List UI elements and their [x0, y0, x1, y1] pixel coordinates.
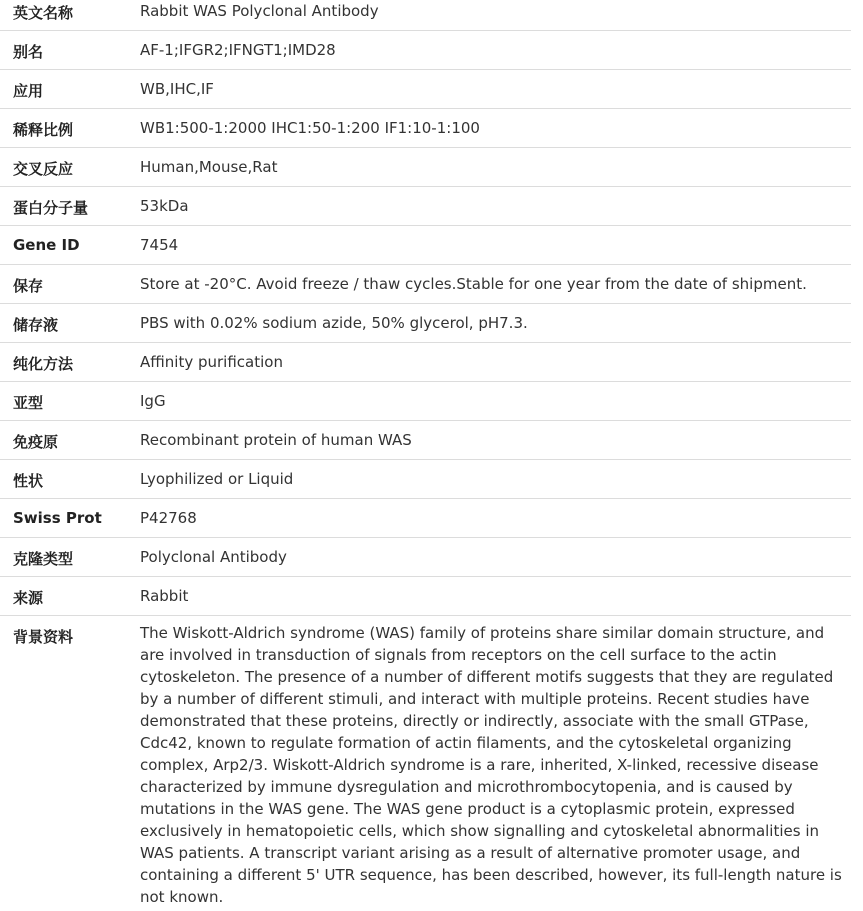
spec-label: 保存: [13, 277, 44, 295]
spec-label: 别名: [13, 43, 44, 61]
spec-label: 来源: [13, 589, 44, 607]
spec-value: Lyophilized or Liquid: [140, 470, 294, 488]
spec-row-background: [0, 616, 851, 908]
spec-row-isotype: [0, 382, 851, 421]
spec-label: 交叉反应: [13, 160, 74, 178]
spec-value: AF-1;IFGR2;IFNGT1;IMD28: [140, 41, 336, 59]
spec-row-immunogen: [0, 421, 851, 460]
spec-value: IgG: [140, 392, 166, 410]
spec-row-swiss-prot: [0, 499, 851, 538]
spec-row-form: [0, 460, 851, 499]
spec-label: 储存液: [13, 316, 59, 334]
spec-label: 英文名称: [13, 4, 74, 22]
spec-value: Affinity purification: [140, 353, 283, 371]
spec-row-purification: [0, 343, 851, 382]
spec-value: P42768: [140, 509, 197, 527]
spec-label: 背景资料: [13, 628, 74, 646]
spec-label: 免疫原: [13, 433, 59, 451]
spec-row-application: [0, 70, 851, 109]
spec-row-gene-id: [0, 226, 851, 265]
spec-label: Swiss Prot: [13, 509, 102, 527]
spec-value: Rabbit WAS Polyclonal Antibody: [140, 2, 379, 20]
spec-row-host: [0, 577, 851, 616]
background-paragraph: The Wiskott-Aldrich syndrome (WAS) family of proteins share similar domain structure, and are involved in transduction of signals from receptors on the cell surface to the actin cytoskeleton. The presence of a number of different motifs suggests that they are regulated by a number of different stimuli, and interact with multiple proteins. Recent studies have demonstrated that these proteins, directly or indirectly, associate with the small GTPase, Cdc42, known to regulate formation of actin filaments, and the cytoskeletal organizing complex, Arp2/3. Wiskott-Aldrich syndrome is a rare, inherited, X-linked, recessive disease characterized by immune dysregulation and microthrombocytopenia, and is caused by mutations in the WAS gene. The WAS gene product is a cytoplasmic protein, expressed exclusively in hematopoietic cells, which show signalling and cytoskeletal abnormalities in WAS patients. A transcript variant arising as a result of alternative promoter usage, and containing a different 5' UTR sequence, has been described, however, its full-length nature is not known.: [140, 624, 842, 906]
spec-value: WB,IHC,IF: [140, 80, 214, 98]
spec-row-clonality: [0, 538, 851, 577]
spec-value: WB1:500-1:2000 IHC1:50-1:200 IF1:10-1:100: [140, 119, 480, 137]
spec-value: 7454: [140, 236, 179, 254]
spec-row-storage: [0, 265, 851, 304]
spec-value: Store at -20°C. Avoid freeze / thaw cycles.Stable for one year from the date of shipment.: [140, 275, 807, 293]
spec-row-reactivity: [0, 148, 851, 187]
spec-label: Gene ID: [13, 236, 80, 254]
spec-value: Rabbit: [140, 587, 189, 605]
spec-value: PBS with 0.02% sodium azide, 50% glycerol, pH7.3.: [140, 314, 528, 332]
spec-value: 53kDa: [140, 197, 189, 215]
spec-row-alias: [0, 31, 851, 70]
spec-row-molecular-weight: [0, 187, 851, 226]
spec-label: 纯化方法: [13, 355, 74, 373]
spec-value: Human,Mouse,Rat: [140, 158, 278, 176]
spec-label: 蛋白分子量: [13, 199, 89, 217]
spec-value: Polyclonal Antibody: [140, 548, 287, 566]
spec-label: 亚型: [13, 394, 44, 412]
spec-label: 稀释比例: [13, 121, 74, 139]
spec-row-dilution: [0, 109, 851, 148]
spec-label: 克隆类型: [13, 550, 74, 568]
spec-label: 性状: [13, 472, 44, 490]
spec-row-buffer: [0, 304, 851, 343]
spec-row-english-name: [0, 0, 851, 31]
spec-label: 应用: [13, 82, 44, 100]
spec-value: Recombinant protein of human WAS: [140, 431, 412, 449]
